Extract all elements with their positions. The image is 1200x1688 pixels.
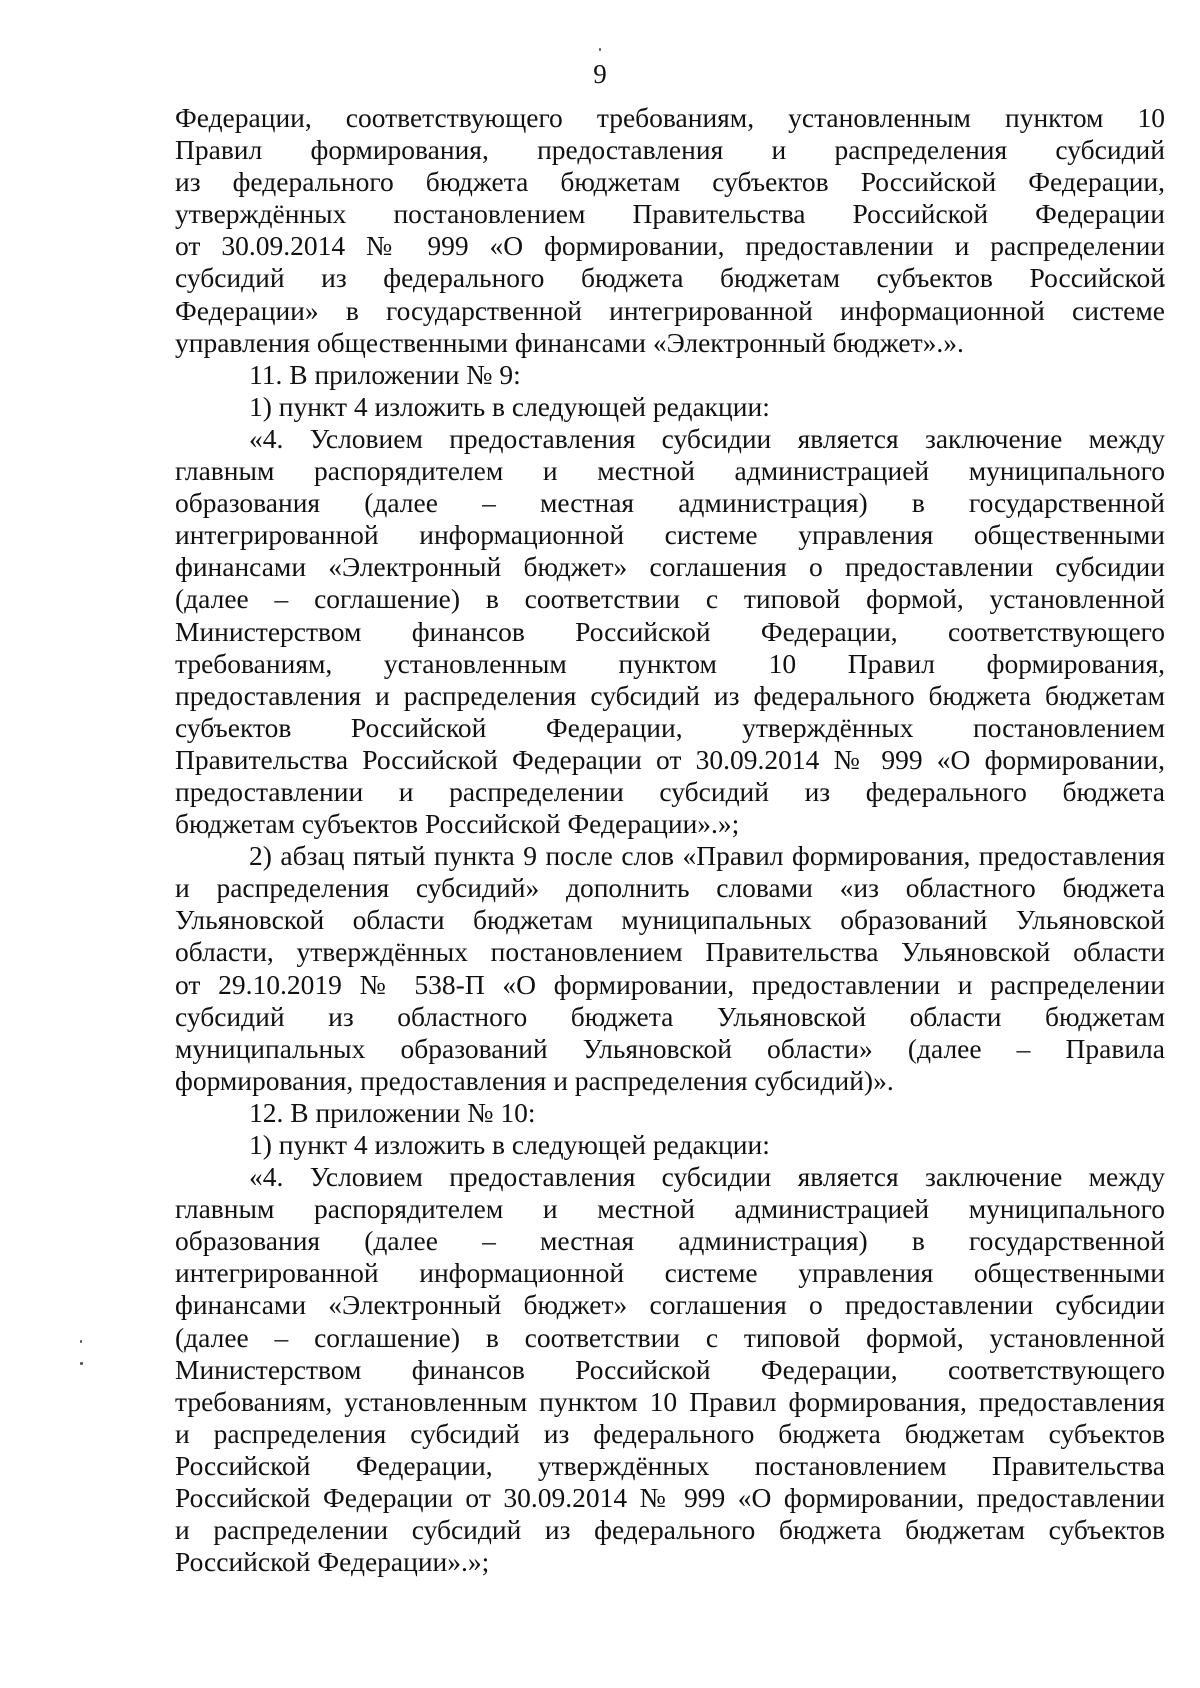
text-line: управления общественными финансами «Электронный бюджет».». (175, 326, 964, 358)
text-line: главным распорядителем и местной администрацией муниципального (175, 1193, 1165, 1225)
text-line: субъектов Российской Федерации, утверждённых постановлением (175, 711, 1165, 743)
text-line: Министерством финансов Российской Федерации, соответствующего (175, 1353, 1165, 1385)
text-line: (далее – соглашение) в соответствии с типовой формой, установленной (175, 583, 1165, 615)
text-line: Министерством финансов Российской Федерации, соответствующего (175, 615, 1165, 647)
scan-speck (80, 1340, 82, 1343)
text-line: образования (далее – местная администрация) в государственной (175, 487, 1165, 519)
text-line: муниципальных образований Ульяновской области» (далее – Правила (175, 1032, 1165, 1064)
page-number: 9 (593, 59, 607, 89)
text-line: главным распорядителем и местной администрацией муниципального (175, 455, 1165, 487)
text-line: 2) абзац пятый пункта 9 после слов «Правил формирования, предоставления (249, 840, 1165, 872)
text-line: и распределения субсидий из федерального бюджета бюджетам субъектов (175, 1417, 1165, 1449)
text-line: интегрированной информационной системе управления общественными (175, 519, 1165, 551)
text-line: и распределении субсидий из федерального бюджета бюджетам субъектов (175, 1514, 1165, 1546)
text-line: финансами «Электронный бюджет» соглашения о предоставлении субсидии (175, 1289, 1165, 1321)
text-line: формирования, предоставления и распределения субсидий)». (175, 1064, 894, 1096)
text-line: «4. Условием предоставления субсидии является заключение между (249, 1161, 1165, 1193)
text-line: и распределения субсидий» дополнить словами «из областного бюджета (175, 872, 1165, 904)
text-line: Российской Федерации».»; (175, 1546, 490, 1578)
text-line: образования (далее – местная администрация) в государственной (175, 1225, 1165, 1257)
text-line: интегрированной информационной системе управления общественными (175, 1257, 1165, 1289)
text-line: субсидий из областного бюджета Ульяновской области бюджетам (175, 1000, 1165, 1032)
text-line: Федерации, соответствующего требованиям, установленным пунктом 10 (175, 102, 1165, 133)
text-line: Ульяновской области бюджетам муниципальных образований Ульяновской (175, 904, 1165, 936)
text-line: 12. В приложении № 10: (249, 1096, 536, 1128)
text-line: 1) пункт 4 изложить в следующей редакции: (249, 390, 770, 422)
text-line: Федерации» в государственной интегрированной информационной системе (175, 294, 1165, 326)
text-line: предоставления и распределения субсидий из федерального бюджета бюджетам (175, 679, 1165, 711)
text-line: Российской Федерации, утверждённых постановлением Правительства (175, 1449, 1165, 1481)
text-line: от 30.09.2014 № 999 «О формировании, предоставлении и распределении (175, 230, 1165, 262)
text-line: Правил формирования, предоставления и распределения субсидий (175, 134, 1165, 166)
text-line: требованиям, установленным пунктом 10 Правил формирования, предоставления (175, 1385, 1165, 1417)
text-line: субсидий из федерального бюджета бюджетам субъектов Российской (175, 262, 1165, 294)
body-lines (175, 359, 1165, 1579)
text-line: «4. Условием предоставления субсидии является заключение между (249, 422, 1165, 454)
text-line: от 29.10.2019 № 538-П «О формировании, предоставлении и распределении (175, 968, 1165, 1000)
text-line: области, утверждённых постановлением Правительства Ульяновской области (175, 936, 1165, 968)
text-line: Правительства Российской Федерации от 30.09.2014 № 999 «О формировании, (175, 743, 1165, 775)
text-line: требованиям, установленным пунктом 10 Правил формирования, (175, 647, 1165, 679)
text-line: Российской Федерации от 30.09.2014 № 999 «О формировании, предоставлении (175, 1482, 1165, 1514)
scan-speck (599, 48, 601, 51)
text-line: финансами «Электронный бюджет» соглашения о предоставлении субсидии (175, 551, 1165, 583)
text-line: 1) пункт 4 изложить в следующей редакции: (249, 1129, 770, 1160)
text-line: (далее – соглашение) в соответствии с типовой формой, установленной (175, 1321, 1165, 1353)
text-line: предоставлении и распределении субсидий из федерального бюджета (175, 775, 1165, 807)
text-line: утверждённых постановлением Правительства Российской Федерации (175, 198, 1165, 230)
text-line: 11. В приложении № 9: (249, 358, 521, 390)
document-body (175, 102, 1165, 1578)
scan-speck (80, 1362, 83, 1365)
text-line: бюджетам субъектов Российской Федерации».»; (175, 808, 740, 840)
text-line: из федерального бюджета бюджетам субъектов Российской Федерации, (175, 166, 1165, 198)
